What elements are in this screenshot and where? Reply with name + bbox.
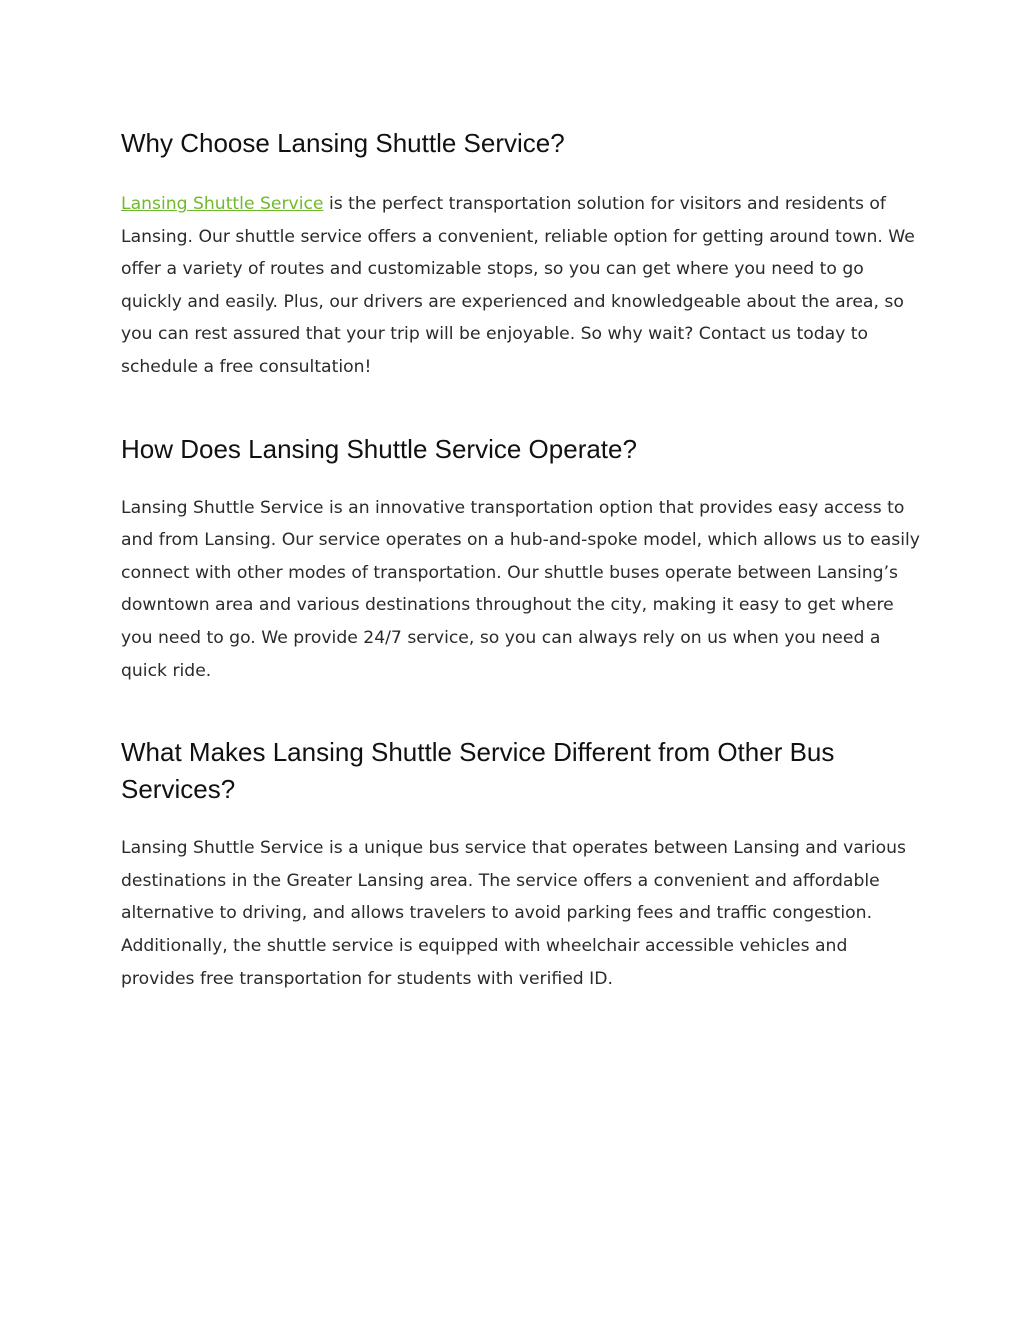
section-paragraph [121,188,921,384]
paragraph-text: is the perfect transportation solution for visitors and residents of Lansing. Our shuttle service offers a convenient, reliable option for getting around town. We offer a variety of routes and customizable stops, so you can get where you need to go quickly and easily. Plus, our drivers are experienced and knowledgeable about the area, so you can rest assured that your trip will be enjoyable. So why wait? Contact us today to schedule a free consultation! [121,194,915,377]
section-why-choose [121,125,921,384]
section-paragraph: Lansing Shuttle Service is a unique bus service that operates between Lansing and various destinations in the Greater Lansing area. The service offers a convenient and affordable alternative to driving, and allows travelers to avoid parking fees and traffic congestion. Additionally, the shuttle service is equipped with wheelchair accessible vehicles and provides free transportation for students with verified ID. [121,838,907,989]
section-paragraph: Lansing Shuttle Service is an innovative transportation option that provides easy access to and from Lansing. Our service operates on a hub-and-spoke model, which allows us to easily connect with other modes of transportation. Our shuttle buses operate between Lansing’s downtown area and various destinations throughout the city, making it easy to get where you need to go. We provide 24/7 service, so you can always rely on us when you need a quick ride. [121,497,920,681]
document-page [121,120,921,995]
section-how-operate [121,431,921,688]
section-heading: Why Choose Lansing Shuttle Service? [121,128,565,158]
section-heading: What Makes Lansing Shuttle Service Different from Other Bus Services? [121,737,835,805]
lansing-shuttle-service-link[interactable]: Lansing Shuttle Service [121,194,324,214]
section-what-makes-different [121,734,921,995]
section-heading: How Does Lansing Shuttle Service Operate? [121,433,637,464]
